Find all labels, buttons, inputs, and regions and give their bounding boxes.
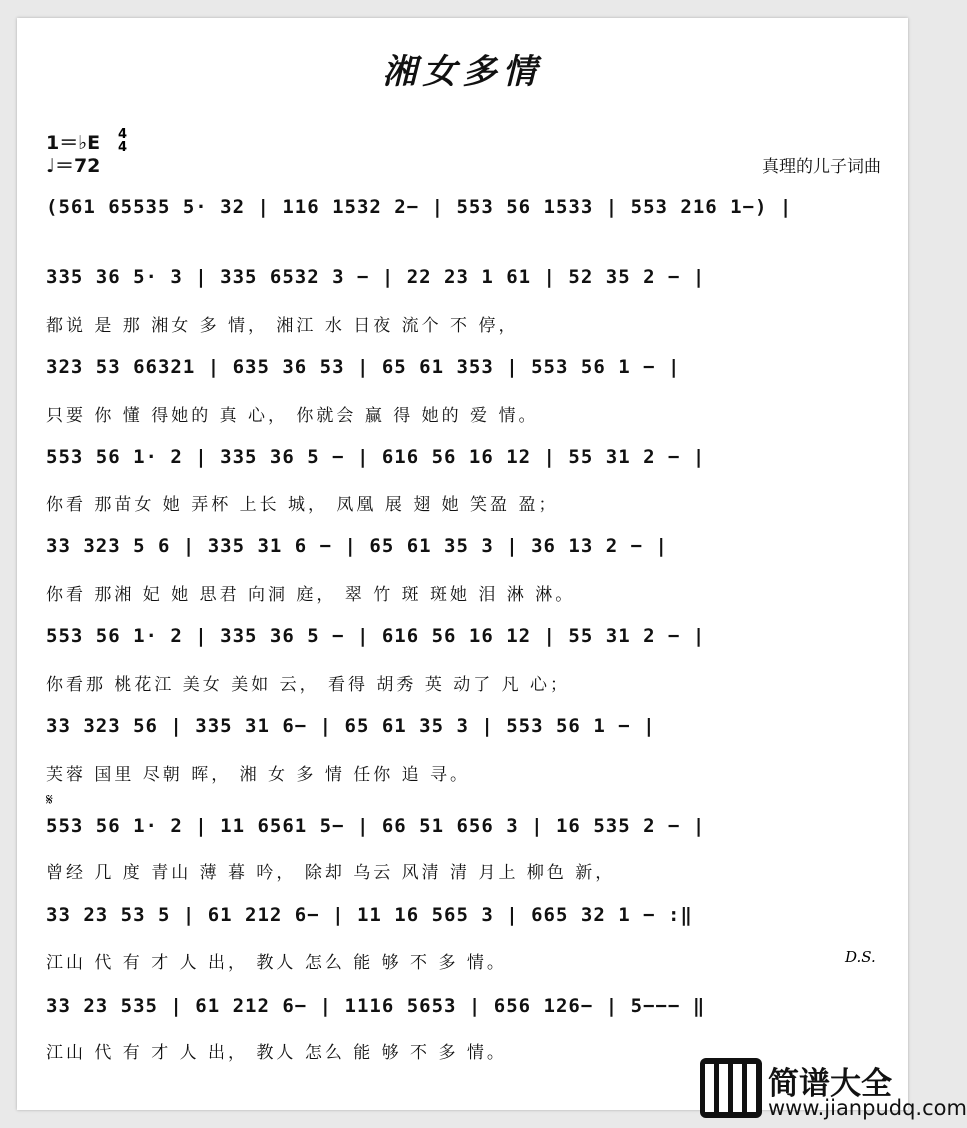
music-row-9: 33 23 53 5 | 61 212 6− | 11 16 565 3 | 665 32 1 − :‖: [46, 904, 693, 926]
sheet-background: [17, 18, 908, 1110]
lyric-row-10: 江山 代 有 才 人 出， 教人 怎么 能 够 不 多 情。: [46, 1043, 507, 1063]
song-title: 湘女多情: [382, 52, 543, 92]
segno-sign: 𝄋: [46, 790, 53, 809]
music-row-1: (561 65535 5· 32 | 116 1532 2− | 553 56 1533 | 553 216 1−) |: [46, 196, 793, 218]
piano-icon: [700, 1058, 762, 1118]
music-row-2: 335 36 5· 3 | 335 6532 3 − | 22 23 1 61 | 52 35 2 − |: [46, 266, 706, 288]
lyric-row-7: 芙蓉 国里 尽朝 晖， 湘 女 多 情 任你 追 寻。: [46, 765, 471, 785]
music-row-8: 553 56 1· 2 | 11 6561 5− | 66 51 656 3 | 16 535 2 − |: [46, 815, 706, 837]
lyric-row-6: 你看那 桃花江 美女 美如 云， 看得 胡秀 英 动了 凡 心；: [46, 675, 571, 695]
tempo-marking: ♩＝72: [46, 155, 101, 177]
lyric-row-9: 江山 代 有 才 人 出， 教人 怎么 能 够 不 多 情。: [46, 953, 507, 973]
music-row-6: 553 56 1· 2 | 335 36 5 − | 616 56 16 12 | 55 31 2 − |: [46, 625, 706, 647]
author-credit: 真理的儿子词曲: [762, 157, 881, 177]
music-row-10: 33 23 535 | 61 212 6− | 1116 5653 | 656 126− | 5−−− ‖: [46, 995, 706, 1017]
lyric-row-5: 你看 那湘 妃 她 思君 向洞 庭， 翠 竹 斑 斑她 泪 淋 淋。: [46, 585, 576, 605]
time-signature-bottom: 4: [118, 140, 128, 155]
watermark-logo: [700, 1058, 967, 1124]
lyric-row-3: 只要 你 懂 得她的 真 心， 你就会 赢 得 她的 爱 情。: [46, 406, 539, 426]
music-row-4: 553 56 1· 2 | 335 36 5 − | 616 56 16 12 | 55 31 2 − |: [46, 446, 706, 468]
ds-marking: D.S.: [845, 948, 876, 966]
lyric-row-8: 曾经 几 度 青山 薄 暮 吟， 除却 乌云 风清 清 月上 柳色 新，: [46, 863, 616, 883]
lyric-row-4: 你看 那苗女 她 弄杯 上长 城， 凤凰 展 翅 她 笑盈 盈；: [46, 495, 559, 515]
music-row-5: 33 323 5 6 | 335 31 6 − | 65 61 35 3 | 36 13 2 − |: [46, 535, 668, 557]
music-row-7: 33 323 56 | 335 31 6− | 65 61 35 3 | 553 56 1 − |: [46, 715, 656, 737]
time-signature: [118, 128, 127, 154]
lyric-row-2: 都说 是 那 湘女 多 情， 湘江 水 日夜 流个 不 停，: [46, 316, 519, 336]
watermark-name: 简谱大全: [768, 1066, 892, 1102]
key-signature: 1＝♭E: [46, 132, 101, 154]
watermark-url: www.jianpudq.com: [768, 1096, 967, 1120]
music-row-3: 323 53 66321 | 635 36 53 | 65 61 353 | 553 56 1 − |: [46, 356, 681, 378]
time-signature-top: 4: [118, 127, 128, 142]
